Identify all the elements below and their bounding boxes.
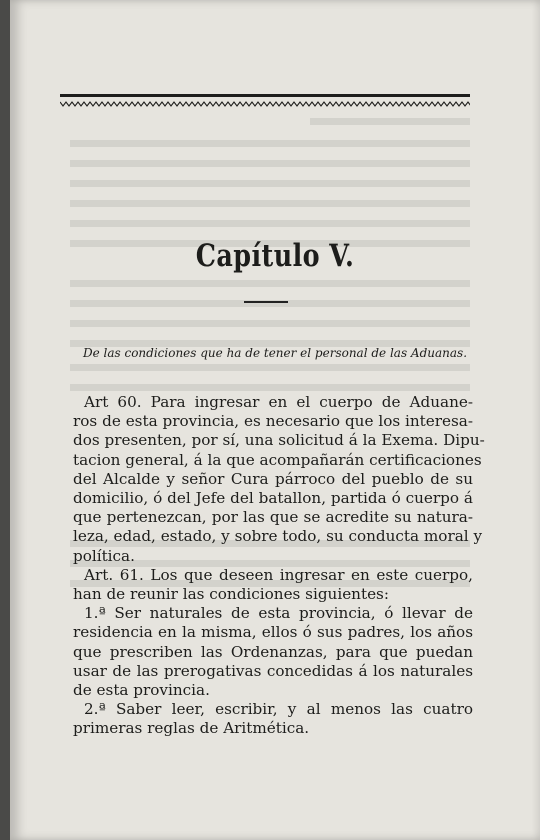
text-line: 1.ª Ser naturales de esta provincia, ó llevar de bbox=[84, 604, 473, 623]
book-page bbox=[10, 0, 540, 840]
text-line: que prescriben las Ordenanzas, para que puedan bbox=[73, 642, 473, 661]
title-divider bbox=[244, 301, 288, 303]
text-line: residencia en la misma, ellos ó sus padres, los años bbox=[73, 623, 473, 642]
text-line: que pertenezcan, por las que se acredite su natura- bbox=[73, 508, 473, 527]
text-line: domicilio, ó del Jefe del batallon, partida ó cuerpo á bbox=[73, 489, 473, 508]
text-line: ros de esta provincia, es necesario que los interesa- bbox=[73, 412, 473, 431]
chapter-title: Capítulo V. bbox=[195, 238, 355, 274]
text-line: Art 60. Para ingresar en el cuerpo de Aduane- bbox=[84, 393, 473, 411]
paragraph-condition-1 bbox=[73, 604, 473, 700]
paragraph-art-60 bbox=[73, 393, 485, 566]
text-line: tacion general, á la que acompañarán certificaciones bbox=[73, 450, 482, 469]
text-line: de esta provincia. bbox=[73, 681, 210, 700]
text-line: usar de las prerogativas concedidas á los naturales bbox=[73, 661, 473, 680]
text-line: han de reunir las condiciones siguientes: bbox=[73, 585, 389, 604]
text-line: del Alcalde y señor Cura párroco del pueblo de su bbox=[73, 469, 473, 488]
chapter-body bbox=[73, 393, 485, 739]
chapter-subtitle: De las condiciones que ha de tener el personal de las Aduanas. bbox=[82, 346, 468, 360]
paragraph-condition-2 bbox=[73, 700, 473, 738]
text-line: leza, edad, estado, y sobre todo, su conducta moral y bbox=[73, 527, 483, 546]
text-line: política. bbox=[73, 546, 135, 565]
text-line: dos presenten, por sí, una solicitud á la Exema. Dipu- bbox=[73, 431, 485, 450]
text-line: primeras reglas de Aritmética. bbox=[73, 719, 310, 738]
paragraph-art-61 bbox=[73, 566, 473, 604]
wavy-header-rule bbox=[60, 94, 470, 108]
text-line: 2.ª Saber leer, escribir, y al menos las cuatro bbox=[84, 700, 473, 719]
text-line: Art. 61. Los que deseen ingresar en este cuerpo, bbox=[84, 565, 473, 584]
